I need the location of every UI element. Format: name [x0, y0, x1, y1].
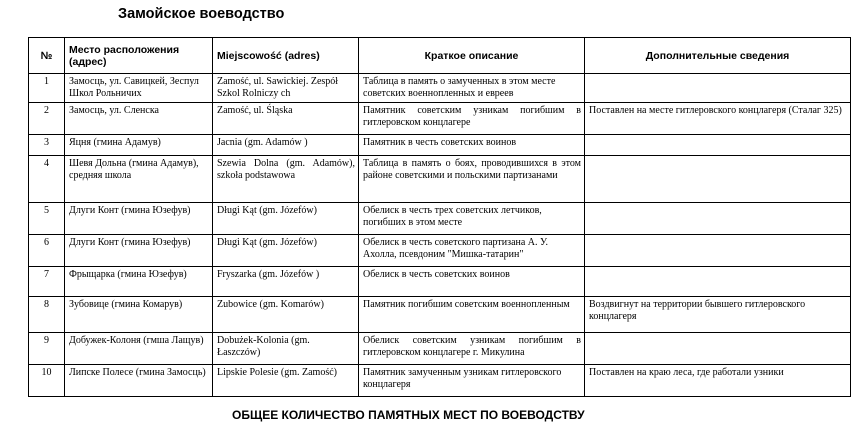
cell-number: 2: [29, 103, 65, 135]
header-place-pl: Miejscowość (adres): [213, 38, 359, 74]
cell-place-pl: Fryszarka (gm. Józefów ): [213, 267, 359, 297]
table-row: [29, 267, 851, 297]
cell-details: [585, 235, 851, 267]
cell-details: [585, 203, 851, 235]
cell-number: 9: [29, 333, 65, 365]
cell-number: 6: [29, 235, 65, 267]
header-details: Дополнительные сведения: [585, 38, 851, 74]
table-row: [29, 297, 851, 333]
cell-number: 3: [29, 135, 65, 156]
table-row: [29, 103, 851, 135]
cell-place-pl: Szewia Dolna (gm. Adamów), szkoła podstawowa: [213, 156, 359, 203]
cell-description: Таблица в память о замученных в этом месте советских военнопленных и евреев: [359, 74, 585, 103]
table-row: [29, 203, 851, 235]
cell-place-ru: Замосць, ул. Сленска: [65, 103, 213, 135]
cell-details: [585, 156, 851, 203]
cell-description: Памятник замученным узникам гитлеровского концлагеря: [359, 365, 585, 397]
cell-description: Обелиск в честь советских воинов: [359, 267, 585, 297]
cell-details: [585, 135, 851, 156]
cell-number: 10: [29, 365, 65, 397]
cell-details: Поставлен на краю леса, где работали узники: [585, 365, 851, 397]
page-title: Замойское воеводство: [118, 6, 285, 22]
table-row: [29, 333, 851, 365]
cell-number: 5: [29, 203, 65, 235]
cell-details: [585, 333, 851, 365]
cell-description: Памятник в честь советских воинов: [359, 135, 585, 156]
cell-place-ru: Фрыщарка (гмина Юзефув): [65, 267, 213, 297]
cell-place-pl: Dobużek-Kolonia (gm. Łaszczów): [213, 333, 359, 365]
cell-place-pl: Długi Kąt (gm. Józefów): [213, 203, 359, 235]
table-row: [29, 156, 851, 203]
header-place-ru: Место расположения (адрес): [65, 38, 213, 74]
cell-description: Памятник советским узникам погибшим в гитлеровском концлагере: [359, 103, 585, 135]
header-description: Краткое описание: [359, 38, 585, 74]
table-row: [29, 74, 851, 103]
table-row: [29, 135, 851, 156]
cell-number: 1: [29, 74, 65, 103]
cell-place-ru: Длуги Конт (гмина Юзефув): [65, 203, 213, 235]
cell-place-ru: Длуги Конт (гмина Юзефув): [65, 235, 213, 267]
cell-description: Памятник погибшим советским военнопленным: [359, 297, 585, 333]
cell-details: Поставлен на месте гитлеровского концлагеря (Сталаг 325): [585, 103, 851, 135]
cell-place-pl: Długi Kąt (gm. Józefów): [213, 235, 359, 267]
cell-description: Таблица в память о боях, проводившихся в этом районе советскими и польскими партизанами: [359, 156, 585, 203]
memorials-table: [28, 37, 851, 397]
cell-number: 7: [29, 267, 65, 297]
cell-number: 4: [29, 156, 65, 203]
cell-place-pl: Zamość, ul. Śląska: [213, 103, 359, 135]
table-row: [29, 365, 851, 397]
cell-description: Обелиск в честь советского партизана А. У. Ахолла, псевдоним "Мишка-татарин": [359, 235, 585, 267]
table-header-row: [29, 38, 851, 74]
cell-place-pl: Lipskie Polesie (gm. Zamość): [213, 365, 359, 397]
cell-details: Воздвигнут на территории бывшего гитлеровского концлагеря: [585, 297, 851, 333]
cell-place-ru: Зубовице (гмина Комарув): [65, 297, 213, 333]
header-number: №: [29, 38, 65, 74]
cell-description: Обелиск в честь трех советских летчиков, погибших в этом месте: [359, 203, 585, 235]
cell-number: 8: [29, 297, 65, 333]
cell-place-ru: Добужек-Колоня (гмша Лащув): [65, 333, 213, 365]
table-row: [29, 235, 851, 267]
cell-place-ru: Липске Полесе (гмина Замосць): [65, 365, 213, 397]
cell-place-ru: Яцня (гмина Адамув): [65, 135, 213, 156]
cell-place-ru: Замосць, ул. Савицкей, Зеспул Школ Рольничих: [65, 74, 213, 103]
cell-place-pl: Zubowice (gm. Komarów): [213, 297, 359, 333]
cell-details: [585, 74, 851, 103]
cell-place-ru: Шевя Дольна (гмина Адамув), средняя школа: [65, 156, 213, 203]
cell-place-pl: Jacnia (gm. Adamów ): [213, 135, 359, 156]
footer-heading: ОБЩЕЕ КОЛИЧЕСТВО ПАМЯТНЫХ МЕСТ ПО ВОЕВОДСТВУ: [232, 408, 585, 422]
cell-details: [585, 267, 851, 297]
cell-description: Обелиск советским узникам погибшим в гитлеровском концлагере г. Микулина: [359, 333, 585, 365]
cell-place-pl: Zamość, ul. Sawickiej. Zespół Szkol Rolniczy ch: [213, 74, 359, 103]
